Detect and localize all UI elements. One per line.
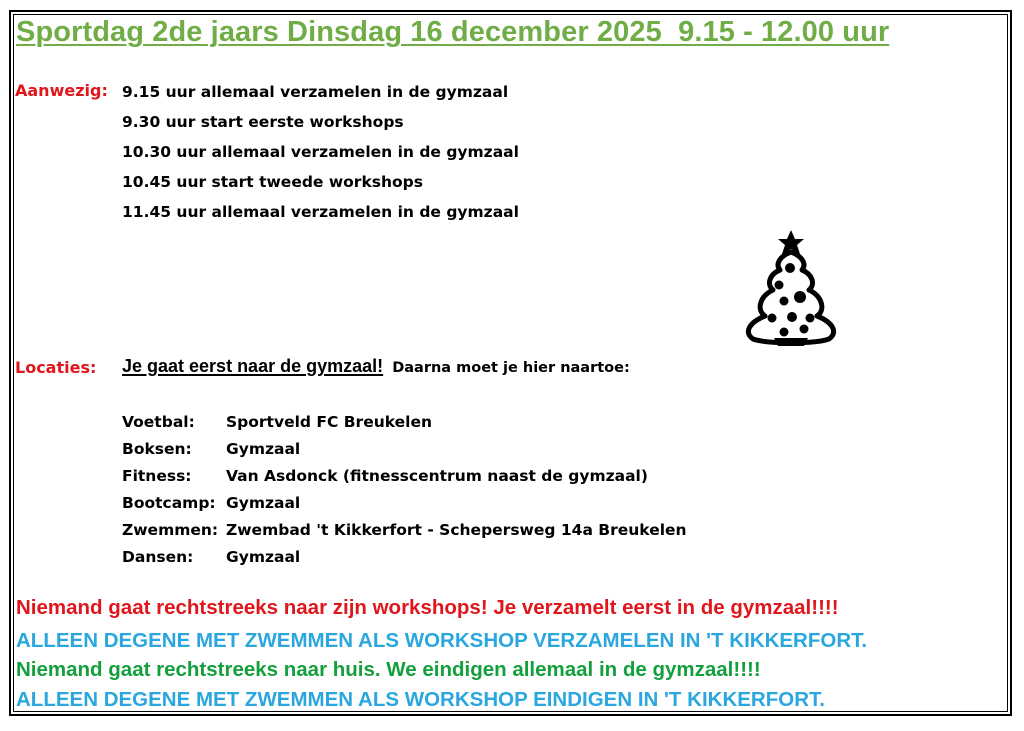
location-row <box>122 548 300 566</box>
schedule-item: 11.45 uur allemaal verzamelen in de gymzaal <box>122 203 519 221</box>
notice-line: ALLEEN DEGENE MET ZWEMMEN ALS WORKSHOP EINDIGEN IN 'T KIKKERFORT. <box>16 688 825 711</box>
notice-line: ALLEEN DEGENE MET ZWEMMEN ALS WORKSHOP VERZAMELEN IN 'T KIKKERFORT. <box>16 629 868 652</box>
schedule-item: 10.30 uur allemaal verzamelen in de gymzaal <box>122 143 519 161</box>
schedule-item: 10.45 uur start tweede workshops <box>122 173 423 191</box>
location-activity: Fitness: <box>122 467 192 485</box>
location-activity: Dansen: <box>122 548 194 566</box>
location-row <box>122 494 300 512</box>
locations-label: Locaties: <box>15 358 97 377</box>
location-place: Gymzaal <box>226 494 301 512</box>
attendance-label: Aanwezig: <box>15 81 108 100</box>
location-activity: Boksen: <box>122 440 192 458</box>
location-place: Gymzaal <box>226 548 301 566</box>
location-row <box>122 467 648 485</box>
location-place: Sportveld FC Breukelen <box>226 413 433 431</box>
location-activity: Bootcamp: <box>122 494 216 512</box>
notice-line: Niemand gaat rechtstreeks naar huis. We eindigen allemaal in de gymzaal!!!! <box>16 658 761 681</box>
christmas-tree-icon <box>740 228 842 348</box>
locations-intro <box>122 356 630 377</box>
location-row <box>122 413 432 431</box>
location-place: Gymzaal <box>226 440 301 458</box>
location-place: Zwembad 't Kikkerfort - Schepersweg 14a Breukelen <box>226 521 687 539</box>
location-activity: Zwemmen: <box>122 521 219 539</box>
schedule-item: 9.15 uur allemaal verzamelen in de gymzaal <box>122 83 509 101</box>
location-place: Van Asdonck (fitnesscentrum naast de gymzaal) <box>226 467 648 485</box>
location-activity: Voetbal: <box>122 413 195 431</box>
page-title: Sportdag 2de jaars Dinsdag 16 december 2025 9.15 - 12.00 uur <box>16 16 890 48</box>
locations-intro-emphasis: Je gaat eerst naar de gymzaal! <box>122 356 384 376</box>
locations-intro-rest: Daarna moet je hier naartoe: <box>392 360 630 376</box>
location-row <box>122 521 687 539</box>
schedule-item: 9.30 uur start eerste workshops <box>122 113 404 131</box>
notice-line: Niemand gaat rechtstreeks naar zijn workshops! Je verzamelt eerst in de gymzaal!!!! <box>16 596 839 619</box>
location-row <box>122 440 300 458</box>
